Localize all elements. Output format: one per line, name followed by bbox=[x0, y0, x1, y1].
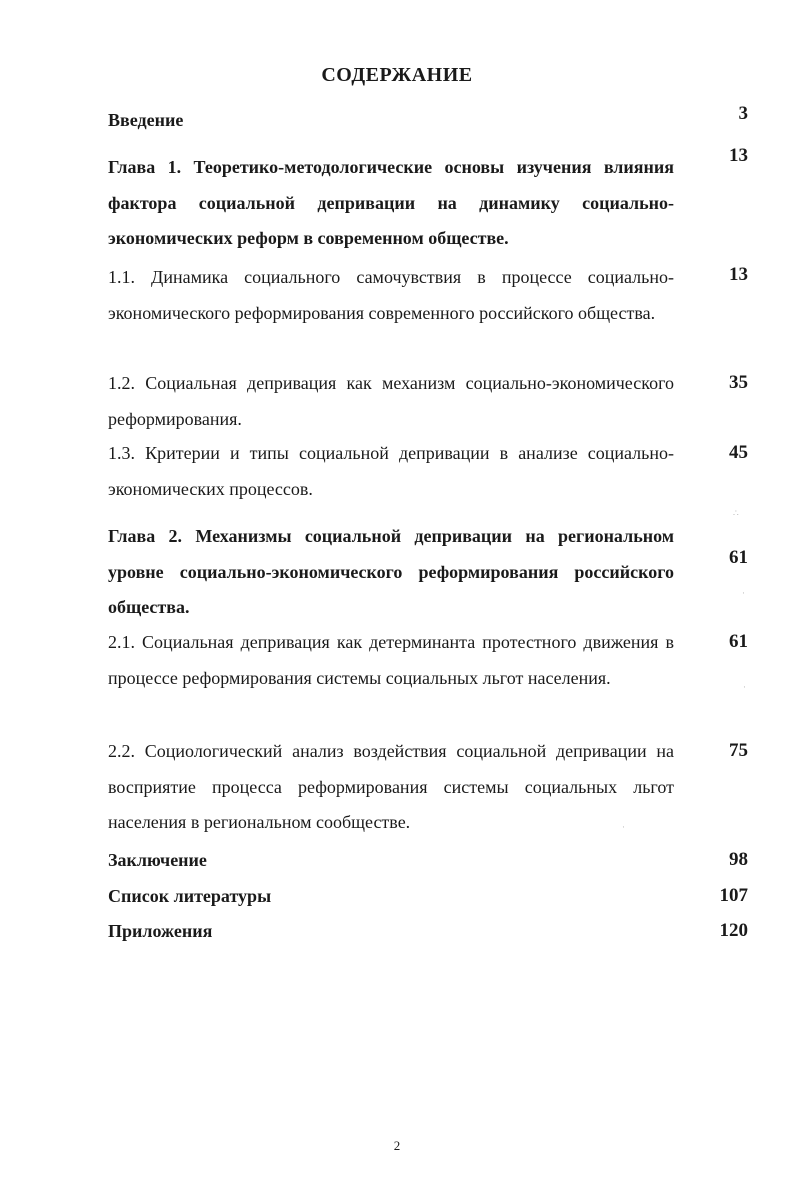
toc-entry-page: 61 bbox=[729, 631, 748, 652]
toc-entry-text: Глава 1. Теоретико-методологические основы изучения влияния фактора социальной депривации на динамику социально-экономических реформ в современном обществе. bbox=[108, 157, 674, 248]
toc-entry-text: Заключение bbox=[108, 850, 207, 870]
toc-entry-page: 45 bbox=[729, 442, 748, 463]
toc-entry-page: 75 bbox=[729, 740, 748, 761]
toc-entry-text: Список литературы bbox=[108, 886, 272, 906]
toc-entry-text: 2.1. Социальная депривация как детерминанта протестного движения в процессе реформирования системы социальных льгот населения. bbox=[108, 632, 674, 688]
toc-entry-page: 107 bbox=[719, 885, 748, 906]
toc-entry-text: 2.2. Социологический анализ воздействия социальной депривации на восприятие процесса реформирования системы социальных льгот населения в региональном сообществе. bbox=[108, 741, 674, 832]
toc-entry-page: 3 bbox=[738, 103, 748, 124]
scan-speck-mark: ∴ bbox=[733, 508, 739, 518]
scan-speck-mark: · bbox=[742, 588, 745, 598]
toc-entry-text: 1.1. Динамика социального самочувствия в процессе социально-экономического реформирования современного российского общества. bbox=[108, 267, 674, 323]
toc-entry-page: 120 bbox=[719, 920, 748, 941]
page-title: СОДЕРЖАНИЕ bbox=[321, 64, 473, 86]
toc-entry-text: Приложения bbox=[108, 921, 213, 941]
scan-speck-mark: · bbox=[622, 822, 625, 832]
toc-entry-page: 13 bbox=[729, 264, 748, 285]
toc-entry-text: 1.2. Социальная депривация как механизм социально-экономического реформирования. bbox=[108, 373, 674, 429]
toc-entry-text: Введение bbox=[108, 110, 184, 130]
toc-entry-page: 61 bbox=[729, 547, 748, 568]
toc-entry-page: 35 bbox=[729, 372, 748, 393]
toc-entry-text: 1.3. Критерии и типы социальной депривации в анализе социально-экономических процессов. bbox=[108, 443, 674, 499]
toc-entry-text: Глава 2. Механизмы социальной депривации на региональном уровне социально-экономического реформирования российского общества. bbox=[108, 526, 674, 617]
page-number: 2 bbox=[393, 1138, 401, 1153]
scan-speck-mark: · bbox=[743, 682, 746, 692]
toc-entry-page: 13 bbox=[729, 145, 748, 166]
toc-entry-page: 98 bbox=[729, 849, 748, 870]
